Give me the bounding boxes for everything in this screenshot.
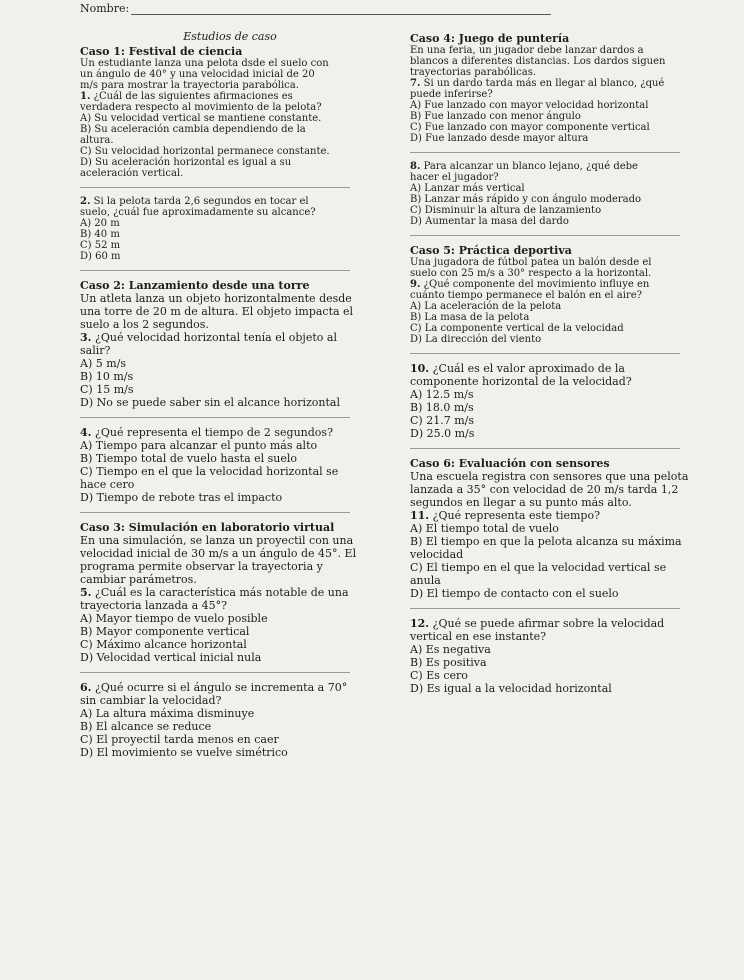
case5-text: suelo con 25 m/s a 30° respecto a la horizontal. [410,268,652,279]
right-column [410,32,710,695]
q7-option-c[interactable]: C) Fue lanzado con mayor componente vertical [410,122,650,133]
q3-option-c[interactable]: C) 15 m/s [80,383,134,396]
case3-text: programa permite observar la trayectoria y [80,560,323,573]
q2-option-b[interactable]: B) 40 m [80,229,120,240]
q4-option-d[interactable]: D) Tiempo de rebote tras el impacto [80,491,283,504]
q10-option-a[interactable]: A) 12.5 m/s [410,388,474,401]
question-4: 4. ¿Qué representa el tiempo de 2 segundos? [80,426,333,439]
q4-option-c-cont[interactable]: hace cero [80,478,135,491]
q1-option-b[interactable]: B) Su aceleración cambia dependiendo de la [80,124,306,135]
section-title: Estudios de caso [183,30,277,43]
case2-text: suelo a los 2 segundos. [80,318,209,331]
q2-option-c[interactable]: C) 52 m [80,240,121,251]
q3-option-a[interactable]: A) 5 m/s [80,357,127,370]
case4-text: En una feria, un jugador debe lanzar dardos a [410,45,644,56]
q8-option-d[interactable]: D) Aumentar la masa del dardo [410,216,569,227]
case4-text: blancos a diferentes distancias. Los dardos siguen [410,56,666,67]
q11-option-b-cont[interactable]: velocidad [410,548,464,561]
name-label: Nombre: [80,2,130,15]
q2-option-a[interactable]: A) 20 m [80,218,120,229]
q9-option-b[interactable]: B) La masa de la pelota [410,312,530,323]
divider [410,448,680,449]
question-10: 10. ¿Cuál es el valor aproximado de la [410,362,625,375]
q3-option-b[interactable]: B) 10 m/s [80,370,134,383]
question-7-text: puede inferirse? [410,89,493,100]
question-12-text: vertical en ese instante? [410,630,547,643]
q11-option-b[interactable]: B) El tiempo en que la pelota alcanza su máxima [410,535,682,548]
q6-option-c[interactable]: C) El proyectil tarda menos en caer [80,733,279,746]
case2-text: una torre de 20 m de altura. El objeto impacta el [80,305,354,318]
q3-option-d[interactable]: D) No se puede saber sin el alcance horizontal [80,396,340,409]
q4-option-a[interactable]: A) Tiempo para alcanzar el punto más alto [80,439,318,452]
divider [80,187,350,188]
divider [80,512,350,513]
divider [80,672,350,673]
case6-text: lanzada a 35° con velocidad de 20 m/s tarda 1,2 [410,483,679,496]
q11-option-a[interactable]: A) El tiempo total de vuelo [410,522,559,535]
question-1: 1. ¿Cuál de las siguientes afirmaciones es [80,91,293,102]
question-11: 11. ¿Qué representa este tiempo? [410,509,600,522]
case4-title: Caso 4: Juego de puntería [410,32,570,45]
question-8-text: hacer el jugador? [410,172,499,183]
name-header [80,2,551,15]
question-7: 7. Si un dardo tarda más en llegar al blanco, ¿qué [410,78,665,89]
q12-option-a[interactable]: A) Es negativa [410,643,491,656]
divider [80,270,350,271]
q8-option-a[interactable]: A) Lanzar más vertical [410,183,525,194]
question-10-text: componente horizontal de la velocidad? [410,375,632,388]
question-3-text: salir? [80,344,111,357]
case3-text: velocidad inicial de 30 m/s a un ángulo de 45°. El [80,547,357,560]
left-column [80,30,380,759]
q7-option-d[interactable]: D) Fue lanzado desde mayor altura [410,133,589,144]
q5-option-d[interactable]: D) Velocidad vertical inicial nula [80,651,262,664]
case3-text: En una simulación, se lanza un proyectil con una [80,534,354,547]
case3-title: Caso 3: Simulación en laboratorio virtual [80,521,335,534]
question-5: 5. ¿Cuál es la característica más notable de una [80,586,349,599]
divider [410,235,680,236]
q5-option-a[interactable]: A) Mayor tiempo de vuelo posible [80,612,268,625]
q7-option-a[interactable]: A) Fue lanzado con mayor velocidad horizontal [410,100,649,111]
q6-option-b[interactable]: B) El alcance se reduce [80,720,212,733]
question-6: 6. ¿Qué ocurre si el ángulo se incrementa a 70° [80,681,348,694]
q5-option-c[interactable]: C) Máximo alcance horizontal [80,638,247,651]
case2-title: Caso 2: Lanzamiento desde una torre [80,279,310,292]
q4-option-c[interactable]: C) Tiempo en el que la velocidad horizontal se [80,465,339,478]
question-5-text: trayectoria lanzada a 45°? [80,599,228,612]
q10-option-c[interactable]: C) 21.7 m/s [410,414,474,427]
q1-option-d[interactable]: D) Su aceleración horizontal es igual a su [80,157,292,168]
question-9-text: cuánto tiempo permanece el balón en el aire? [410,290,643,301]
q10-option-d[interactable]: D) 25.0 m/s [410,427,475,440]
divider [410,608,680,609]
name-line[interactable] [131,5,551,15]
case1-title: Caso 1: Festival de ciencia [80,45,243,58]
question-12: 12. ¿Qué se puede afirmar sobre la velocidad [410,617,665,630]
case6-text: Una escuela registra con sensores que una pelota [410,470,689,483]
q6-option-a[interactable]: A) La altura máxima disminuye [80,707,255,720]
case1-text: Un estudiante lanza una pelota dsde el suelo con [80,58,329,69]
q10-option-b[interactable]: B) 18.0 m/s [410,401,474,414]
q2-option-d[interactable]: D) 60 m [80,251,121,262]
case2-text: Un atleta lanza un objeto horizontalmente desde [80,292,352,305]
q1-option-c[interactable]: C) Su velocidad horizontal permanece constante. [80,146,330,157]
q12-option-b[interactable]: B) Es positiva [410,656,487,669]
q8-option-c[interactable]: C) Disminuir la altura de lanzamiento [410,205,602,216]
case1-text: un ángulo de 40° y una velocidad inicial de 20 [80,69,315,80]
q1-option-d-cont[interactable]: aceleración vertical. [80,168,184,179]
question-9: 9. ¿Qué componente del movimiento influye en [410,279,650,290]
question-6-text: sin cambiar la velocidad? [80,694,222,707]
case4-text: trayectorias parabólicas. [410,67,537,78]
divider [410,353,680,354]
question-2: 2. Si la pelota tarda 2,6 segundos en tocar el [80,196,309,207]
case6-title: Caso 6: Evaluación con sensores [410,457,610,470]
case5-text: Una jugadora de fútbol patea un balón desde el [410,257,652,268]
q12-option-c[interactable]: C) Es cero [410,669,468,682]
divider [410,152,680,153]
q9-option-a[interactable]: A) La aceleración de la pelota [410,301,562,312]
question-1-text: verdadera respecto al movimiento de la pelota? [80,102,322,113]
q9-option-d[interactable]: D) La dirección del viento [410,334,542,345]
case6-text: segundos en llegar a su punto más alto. [410,496,632,509]
divider [80,417,350,418]
q4-option-b[interactable]: B) Tiempo total de vuelo hasta el suelo [80,452,298,465]
q11-option-c[interactable]: C) El tiempo en el que la velocidad vertical se [410,561,667,574]
question-3: 3. ¿Qué velocidad horizontal tenía el objeto al [80,331,337,344]
q1-option-a[interactable]: A) Su velocidad vertical se mantiene constante. [80,113,322,124]
question-8: 8. Para alcanzar un blanco lejano, ¿qué debe [410,161,638,172]
q1-option-b-cont[interactable]: altura. [80,135,114,146]
q6-option-d[interactable]: D) El movimiento se vuelve simétrico [80,746,288,759]
case5-title: Caso 5: Práctica deportiva [410,244,572,257]
q5-option-b[interactable]: B) Mayor componente vertical [80,625,250,638]
q12-option-d[interactable]: D) Es igual a la velocidad horizontal [410,682,612,695]
case1-text: m/s para mostrar la trayectoria parabólica. [80,80,299,91]
case3-text: cambiar parámetros. [80,573,197,586]
q11-option-d[interactable]: D) El tiempo de contacto con el suelo [410,587,619,600]
q7-option-b[interactable]: B) Fue lanzado con menor ángulo [410,111,581,122]
question-2-text: suelo, ¿cuál fue aproximadamente su alcance? [80,207,316,218]
q8-option-b[interactable]: B) Lanzar más rápido y con ángulo moderado [410,194,642,205]
q11-option-c-cont[interactable]: anula [410,574,441,587]
q9-option-c[interactable]: C) La componente vertical de la velocidad [410,323,624,334]
